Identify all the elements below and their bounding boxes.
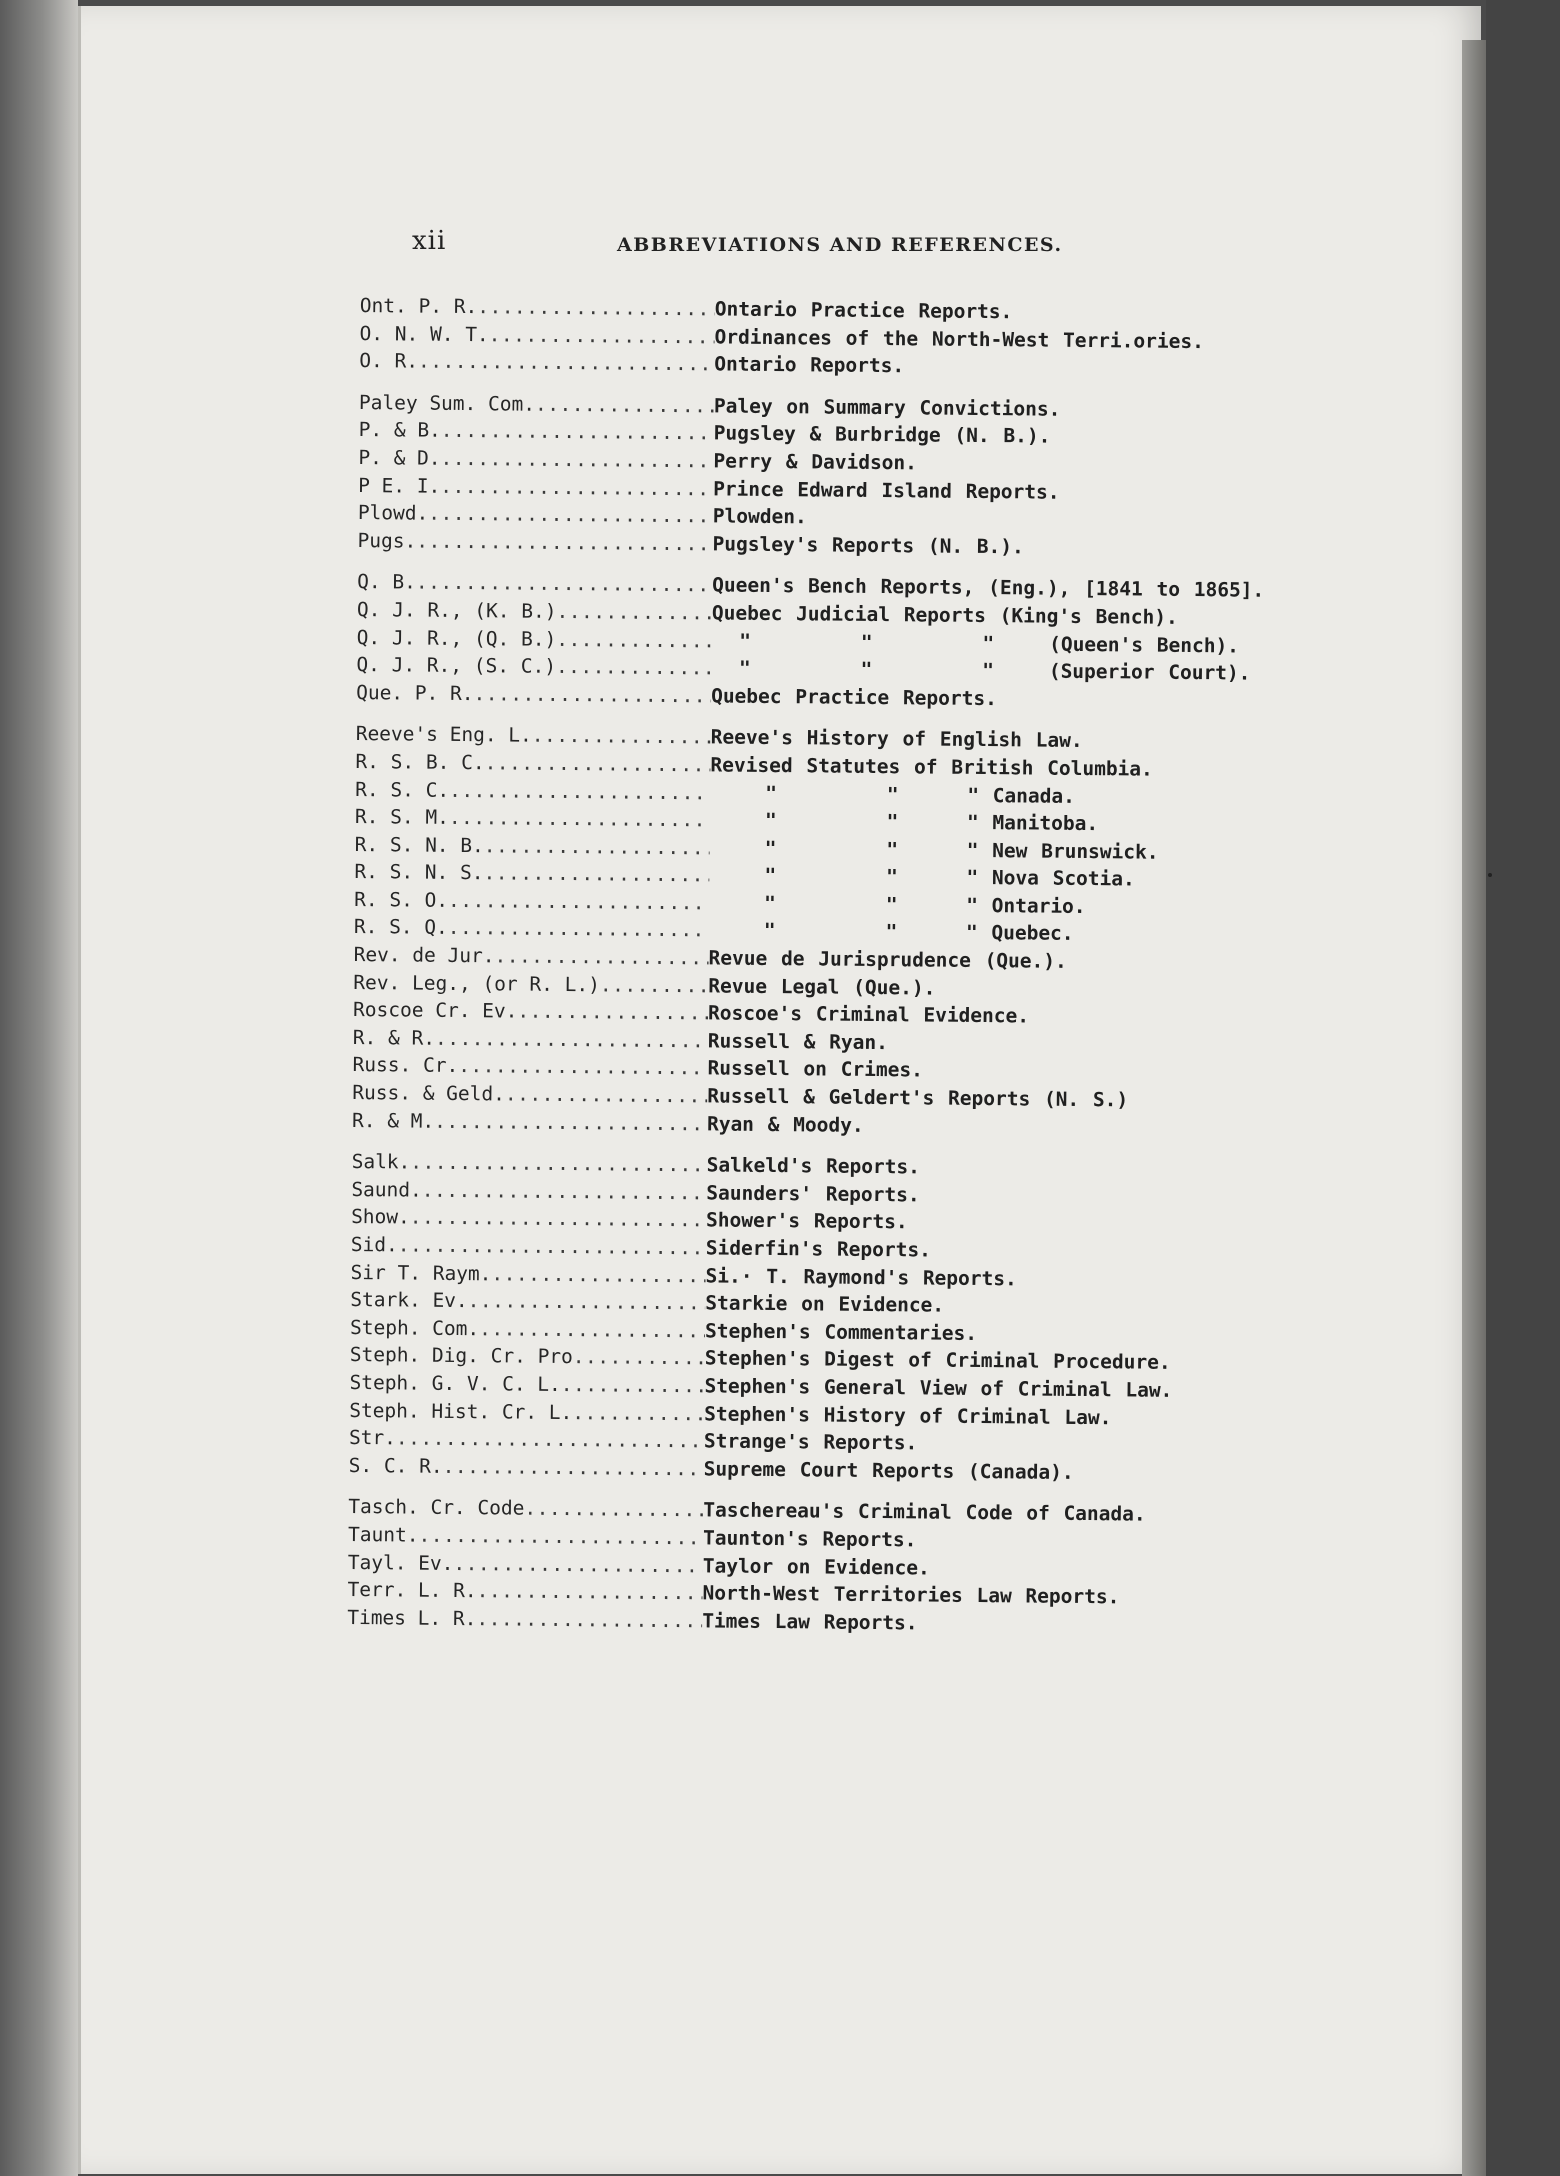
dot-leader [477, 293, 715, 323]
dot-leader [398, 1231, 706, 1262]
abbreviation-term [350, 1259, 705, 1290]
abbreviation-meaning: Saunders' Reports. [706, 1181, 920, 1207]
dot-leader [441, 417, 714, 447]
abbreviation-meaning: Ontario Reports. [714, 352, 905, 378]
abbreviation-meaning: Stephen's General View of Criminal Law. [704, 1374, 1173, 1402]
abbreviation-meaning: " " " Manitoba. [709, 808, 1099, 836]
dot-leader [396, 1425, 704, 1456]
abbreviation-meaning: Russell & Geldert's Reports (N. S.) [707, 1084, 1129, 1112]
dot-leader [556, 625, 712, 654]
abbreviation-term [350, 1341, 705, 1372]
abbreviation-term [355, 831, 710, 862]
abbreviation-text: P. & D. [358, 445, 441, 470]
abbreviation-term [351, 1231, 706, 1262]
abbreviation-meaning: Plowden. [712, 504, 807, 529]
dot-leader [517, 998, 708, 1027]
dot-leader [458, 1052, 708, 1082]
abbreviation-meaning: North-West Territories Law Reports. [702, 1581, 1120, 1609]
right-page-edge [1462, 40, 1486, 2176]
abbreviation-text: Q. J. R., (K. B.) [356, 597, 557, 623]
running-title: ABBREVIATIONS AND REFERENCES. [617, 234, 1063, 256]
abbreviation-term [351, 1176, 706, 1207]
dot-leader [468, 1287, 706, 1317]
abbreviation-term [358, 444, 713, 475]
abbreviation-text: Sid. [350, 1232, 398, 1257]
dot-leader [443, 1453, 704, 1483]
dot-leader [489, 321, 715, 351]
abbreviation-text: Steph. G. V. C. L. [349, 1370, 561, 1396]
dot-leader [556, 598, 712, 627]
dot-leader [435, 1025, 708, 1055]
abbreviation-text: Russ. & Geld. [352, 1080, 506, 1106]
abbreviation-term [353, 1024, 708, 1055]
abbreviation-text: R. & M. [351, 1108, 435, 1133]
abbreviation-meaning: Taunton's Reports. [702, 1526, 917, 1552]
dot-leader [449, 804, 710, 834]
abbreviation-term [349, 1424, 704, 1455]
abbreviation-text: Salk. [351, 1150, 411, 1174]
abbreviation-text: Pugs. [357, 528, 417, 553]
dot-leader [418, 348, 715, 378]
dot-leader [600, 971, 709, 1000]
abbreviation-term [349, 1452, 704, 1483]
dot-leader [434, 1107, 707, 1137]
dot-leader [573, 1343, 705, 1372]
abbreviation-text: Paley Sum. Com. [358, 390, 536, 416]
dot-leader [484, 749, 710, 779]
dust-speck [1488, 873, 1492, 877]
abbreviation-text: Steph. Dig. Cr. Pro [349, 1343, 573, 1369]
dot-leader [483, 859, 709, 889]
abbreviation-text: O. N. W. T. [359, 321, 489, 346]
abbreviation-term [357, 527, 712, 558]
abbreviation-term [354, 941, 709, 972]
abbreviation-meaning: Ordinances of the North-West Terri.ories. [714, 325, 1205, 353]
abbreviation-term [358, 472, 713, 503]
abbreviation-meaning: Revised Statutes of British Columbia. [710, 753, 1153, 781]
abbreviation-meaning: Taylor on Evidence. [702, 1553, 930, 1580]
dot-leader [448, 887, 709, 917]
abbreviation-text: Q. B. [357, 570, 417, 594]
dot-leader [476, 1605, 702, 1635]
abbreviation-term [347, 1604, 702, 1635]
dot-leader [572, 1399, 704, 1428]
dot-leader [440, 445, 713, 475]
abbreviation-text: Show. [351, 1205, 410, 1229]
abbreviation-term [352, 1051, 707, 1082]
abbreviation-meaning: Paley on Summary Convictions. [713, 394, 1061, 421]
abbreviation-term [357, 568, 712, 599]
dot-leader [418, 1522, 703, 1552]
abbreviation-text: Q. J. R., (S. C.) [356, 653, 557, 679]
abbreviation-meaning: Stephen's History of Criminal Law. [704, 1401, 1112, 1429]
abbreviation-term [349, 1369, 704, 1400]
abbreviation-text: Que. P. R. [356, 680, 474, 705]
dot-leader [484, 832, 710, 862]
abbreviation-text: Plowd. [357, 501, 429, 525]
abbreviation-text: R. S. N. S. [354, 860, 484, 885]
abbreviation-group [357, 389, 1259, 563]
abbreviation-meaning: Pugsley & Burbridge (N. B.). [713, 421, 1051, 449]
abbreviation-text: P E. I. [358, 473, 441, 498]
abbreviation-meaning: Quebec Judicial Reports (King's Bench). [711, 601, 1178, 629]
dot-leader [422, 1176, 707, 1206]
abbreviation-meaning: Times Law Reports. [702, 1609, 918, 1635]
abbreviation-text: Saund. [351, 1177, 422, 1202]
abbreviation-term [357, 624, 712, 655]
abbreviation-term [354, 886, 709, 917]
dot-leader [556, 653, 712, 682]
abbreviation-meaning: Ontario Practice Reports. [714, 297, 1013, 324]
abbreviation-term [354, 913, 709, 944]
abbreviation-meaning: Quebec Practice Reports. [711, 684, 998, 710]
abbreviation-meaning: Russell & Ryan. [707, 1029, 889, 1054]
dot-leader [428, 500, 713, 530]
abbreviation-term [351, 1203, 706, 1234]
abbreviation-meaning: " " " (Queen's Bench). [711, 628, 1240, 657]
dot-leader [535, 390, 714, 419]
abbreviation-meaning: Shower's Reports. [705, 1208, 908, 1234]
abbreviation-meaning: Revue Legal (Que.). [708, 974, 936, 1000]
abbreviation-term [353, 969, 708, 1000]
abbreviation-term [359, 389, 714, 420]
abbreviation-text: O. R. [359, 349, 419, 373]
abbreviation-term [348, 1521, 703, 1552]
abbreviation-meaning: Siderfin's Reports. [705, 1236, 932, 1262]
abbreviation-group [359, 292, 1260, 383]
abbreviation-text: R. S. B. C. [355, 749, 485, 775]
dot-leader [477, 1577, 703, 1607]
abbreviation-term [354, 858, 709, 889]
dot-leader [410, 1149, 707, 1179]
abbreviation-term [356, 679, 711, 710]
abbreviation-meaning: Perry & Davidson. [713, 449, 918, 475]
abbreviation-text: P. & B. [358, 418, 441, 443]
abbreviation-text: Tasch. Cr. Code [348, 1495, 525, 1520]
abbreviation-text: Roscoe Cr. Ev. [352, 998, 518, 1023]
abbreviation-term [348, 1493, 703, 1524]
abbreviation-term [352, 1079, 707, 1110]
abbreviation-group [356, 568, 1265, 715]
abbreviation-meaning: Si.· T. Raymond's Reports. [705, 1263, 1017, 1290]
dot-leader [524, 1495, 703, 1524]
abbreviation-text: Sir T. Raym. [350, 1260, 492, 1285]
abbreviation-text: R. & R. [352, 1025, 436, 1050]
dot-leader [448, 914, 709, 944]
abbreviation-term [350, 1286, 705, 1317]
abbreviation-list [347, 292, 1265, 1654]
abbreviation-text: R. S. M. [354, 805, 449, 829]
scan-background-right [1486, 0, 1560, 2176]
abbreviation-text: Tayl. Ev. [347, 1550, 454, 1575]
abbreviation-meaning: Pugsley's Reports (N. B.). [712, 532, 1024, 559]
abbreviation-meaning: " " " Quebec. [708, 918, 1074, 946]
abbreviation-term [359, 347, 714, 378]
abbreviation-term [352, 1107, 707, 1138]
abbreviation-meaning: Supreme Court Reports (Canada). [703, 1457, 1074, 1484]
dot-leader [440, 472, 713, 502]
dot-leader [453, 1549, 703, 1579]
abbreviation-meaning: " " " Ontario. [709, 891, 1086, 918]
dot-leader [449, 776, 710, 806]
dot-leader [494, 942, 708, 972]
abbreviation-text: Russ. Cr. [352, 1053, 459, 1078]
abbreviation-meaning: " " " Canada. [710, 780, 1076, 808]
abbreviation-meaning: Strange's Reports. [703, 1429, 918, 1455]
abbreviation-term [355, 748, 710, 779]
dot-leader [473, 680, 711, 710]
abbreviation-group [349, 1148, 1252, 1488]
abbreviation-meaning: Queen's Bench Reports, (Eng.), [1841 to 1865]. [712, 573, 1265, 603]
abbreviation-text: R. S. O. [354, 887, 449, 912]
abbreviation-meaning: Roscoe's Criminal Evidence. [707, 1001, 1030, 1028]
abbreviation-group [347, 1493, 1248, 1640]
abbreviation-term [349, 1397, 704, 1428]
abbreviation-meaning: " " " (Superior Court). [711, 656, 1251, 685]
abbreviation-text: Times L. R. [347, 1605, 477, 1630]
abbreviation-meaning: " " " Nova Scotia. [709, 863, 1135, 891]
abbreviation-meaning: Russell on Crimes. [707, 1056, 923, 1082]
abbreviation-term [352, 1148, 707, 1179]
abbreviation-term [357, 596, 712, 627]
dot-leader [505, 1080, 708, 1110]
dot-leader [416, 569, 713, 599]
abbreviation-meaning: Revue de Jurisprudence (Que.). [708, 946, 1067, 973]
abbreviation-meaning: Salkeld's Reports. [706, 1153, 921, 1179]
abbreviation-term [356, 651, 711, 682]
abbreviation-term [358, 499, 713, 530]
dot-leader [416, 527, 713, 557]
abbreviation-term [355, 803, 710, 834]
abbreviation-text: S. C. R. [348, 1453, 443, 1478]
abbreviation-text: Reeve's Eng. L. [355, 722, 532, 747]
abbreviation-text: Rev. Leg., (or R. L.) [353, 970, 601, 996]
abbreviation-term [355, 775, 710, 806]
abbreviation-text: R. S. C. [355, 777, 450, 802]
abbreviation-text: R. S. Q. [353, 915, 448, 940]
abbreviation-term [347, 1576, 702, 1607]
abbreviation-text: Steph. Hist. Cr. L. [349, 1398, 573, 1424]
abbreviation-text: Ont. P. R. [359, 293, 478, 319]
abbreviation-text: R. S. N. B. [354, 832, 484, 857]
abbreviation-meaning: Stephen's Digest of Criminal Procedure. [704, 1346, 1171, 1375]
left-binding-edge [0, 0, 78, 2176]
abbreviation-group [352, 720, 1256, 1143]
abbreviation-meaning: Starkie on Evidence. [705, 1291, 945, 1317]
abbreviation-meaning: " " " New Brunswick. [709, 836, 1159, 864]
abbreviation-term [360, 292, 715, 323]
abbreviation-term [359, 320, 714, 351]
dot-leader [561, 1371, 705, 1400]
abbreviation-text: Q. J. R., (Q. B.) [356, 625, 557, 651]
abbreviation-term [348, 1548, 703, 1579]
dot-leader [479, 1315, 705, 1345]
dot-leader [532, 722, 711, 751]
abbreviation-meaning: Stephen's Commentaries. [704, 1319, 978, 1345]
abbreviation-text: Steph. Com. [349, 1315, 480, 1340]
abbreviation-meaning: Reeve's History of English Law. [710, 725, 1083, 753]
dot-leader [491, 1260, 705, 1290]
abbreviation-text: Taunt. [347, 1522, 419, 1547]
abbreviation-term [359, 416, 714, 447]
dot-leader [410, 1204, 707, 1234]
page-number: xii [412, 226, 447, 256]
abbreviation-text: Terr. L. R. [347, 1578, 477, 1603]
abbreviation-text: Str. [348, 1426, 397, 1450]
abbreviation-meaning: Prince Edward Island Reports. [713, 476, 1060, 504]
abbreviation-term [356, 720, 711, 751]
abbreviation-text: Stark. Ev. [350, 1288, 468, 1313]
abbreviation-meaning: Ryan & Moody. [706, 1111, 864, 1137]
abbreviation-term [350, 1314, 705, 1345]
abbreviation-meaning: Taschereau's Criminal Code of Canada. [703, 1498, 1146, 1526]
abbreviation-term [353, 996, 708, 1027]
abbreviation-text: Rev. de Jur. [353, 943, 495, 968]
